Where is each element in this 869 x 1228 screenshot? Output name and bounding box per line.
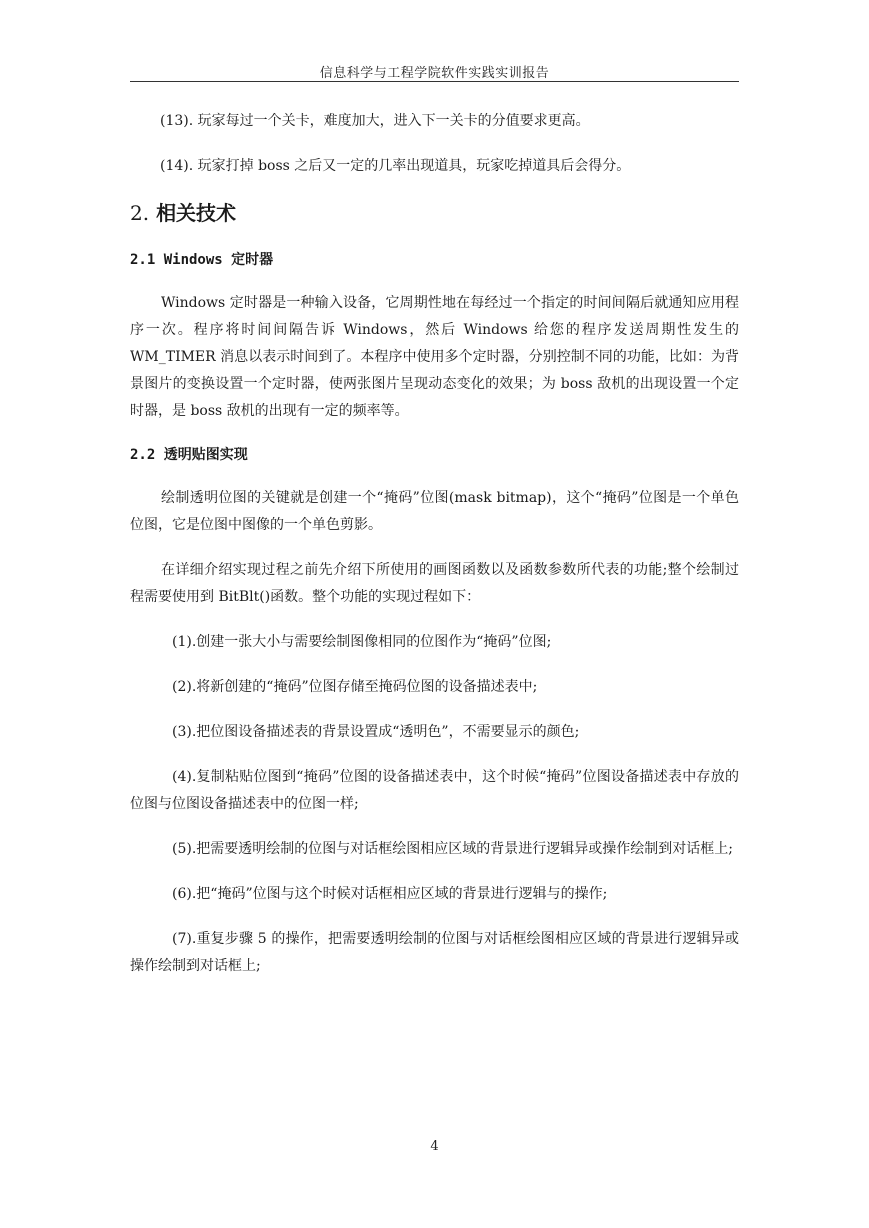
section-2-2-paragraph-1: 绘制透明位图的关键就是创建一个“掩码”位图(mask bitmap)，这个“掩码”位图是一个单色位图，它是位图中图像的一个单色剪影。 — [130, 490, 739, 533]
section-2-1-heading: 2.1 Windows 定时器 — [130, 252, 274, 268]
page-header: 信息科学与工程学院软件实践实训报告 — [319, 66, 550, 81]
section-2-heading — [130, 198, 739, 228]
step-1: (1).创建一张大小与需要绘制图像相同的位图作为“掩码”位图; — [172, 634, 552, 650]
intro-item-13: (13). 玩家每过一个关卡，难度加大，进入下一关卡的分值要求更高。 — [160, 113, 590, 129]
intro-item-14: (14). 玩家打掉 boss 之后又一定的几率出现道具，玩家吃掉道具后会得分。 — [160, 158, 631, 174]
step-7: (7).重复步骤 5 的操作，把需要透明绘制的位图与对话框绘图相应区域的背景进行逻辑异或操作绘制到对话框上; — [130, 931, 739, 974]
section-2-2-heading: 2.2 透明贴图实现 — [130, 447, 248, 463]
step-3: (3).把位图设备描述表的背景设置成“透明色”，不需要显示的颜色; — [172, 724, 580, 740]
header-rule — [130, 81, 739, 82]
step-6: (6).把“掩码”位图与这个时候对话框相应区域的背景进行逻辑与的操作; — [172, 886, 608, 902]
section-2-2-paragraph-2: 在详细介绍实现过程之前先介绍下所使用的画图函数以及函数参数所代表的功能;整个绘制过程需要使用到 BitBlt()函数。整个功能的实现过程如下： — [130, 562, 739, 605]
step-4: (4).复制粘贴位图到“掩码”位图的设备描述表中，这个时候“掩码”位图设备描述表中存放的位图与位图设备描述表中的位图一样; — [130, 769, 739, 812]
section-2-number: 2. — [130, 201, 150, 225]
section-2-title: 相关技术 — [156, 201, 237, 225]
step-5: (5).把需要透明绘制的位图与对话框绘图相应区域的背景进行逻辑异或操作绘制到对话框上; — [172, 841, 733, 857]
page-number: 4 — [430, 1139, 439, 1154]
page-content — [130, 108, 739, 998]
step-2: (2).将新创建的“掩码”位图存储至掩码位图的设备描述表中; — [172, 679, 538, 695]
section-2-1-paragraph: Windows 定时器是一种输入设备，它周期性地在每经过一个指定的时间间隔后就通知应用程序一次。程序将时间间隔告诉 Windows，然后 Windows 给您的程序发送周期性发生的 WM_TIMER 消息以表示时间到了。本程序中使用多个定时器，分别控制不同的功能，比如：为背景图片的变换设置一个定时器，使两张图片呈现动态变化的效果；为 boss 敌机的出现设置一个定时器，是 boss 敌机的出现有一定的频率等。 — [130, 295, 739, 419]
